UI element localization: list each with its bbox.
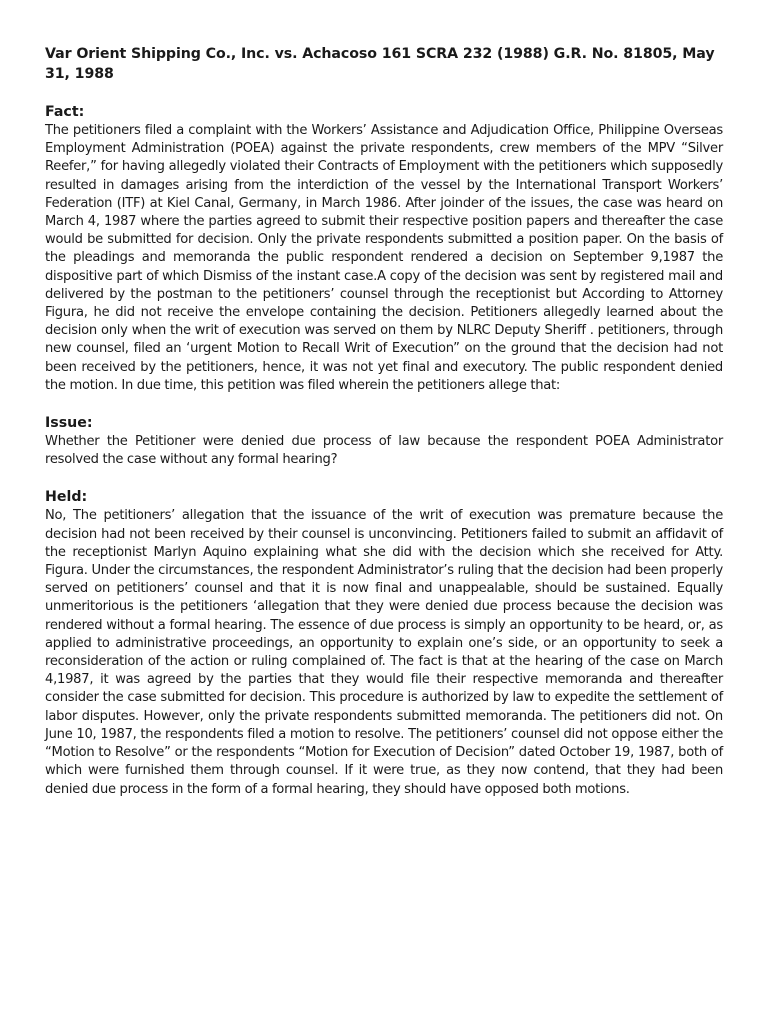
fact-heading: Fact: [45,104,85,120]
issue-section [45,413,723,469]
held-text: No, The petitioners’ allegation that the issuance of the writ of execution was premature because the decision had not been received by their counsel is unconvincing. Petitioners failed to submit an affidavit of the receptionist Marlyn Aquino explaining what she did with the decision which she received for Atty. Figura. Under the circumstances, the respondent Administrator’s ruling that the decision had been properly served on petitioners’ counsel and that it is now final and unappealable, should be sustained. Equally unmeritorious is the petitioners ‘allegation that they were denied due process because the decision was rendered without a formal hearing. The essence of due process is simply an opportunity to be heard, or, as applied to administrative proceedings, an opportunity to explain one’s side, or an opportunity to seek a reconsideration of the action or ruling complained of. The fact is that at the hearing of the case on March 4,1987, it was agreed by the parties that they would file their respective memoranda and thereafter consider the case submitted for decision. This procedure is authorized by law to expedite the settlement of labor disputes. However, only the private respondents submitted memoranda. The petitioners did not. On June 10, 1987, the respondents filed a motion to resolve. The petitioners’ counsel did not oppose either the “Motion to Resolve” or the respondents “Motion for Execution of Decision” dated October 19, 1987, both of which were furnished them through counsel. If it were true, as they now contend, that they had been denied due process in the form of a formal hearing, they should have opposed both motions. [45,508,723,797]
held-section [45,487,723,798]
issue-heading: Issue: [45,415,93,432]
held-heading: Held: [45,489,88,506]
fact-section [45,102,723,395]
fact-text: The petitioners filed a complaint with the Workers’ Assistance and Adjudication Office, Philippine Overseas Employment Administration (POEA) against the private respondents, crew members of the MPV “Silver Reefer,” for having allegedly violated their Contracts of Employment with the petitioners which supposedly resulted in damages arising from the interdiction of the vessel by the International Transport Workers’ Federation (ITF) at Kiel Canal, Germany, in March 1986. After joinder of the issues, the case was heard on March 4, 1987 where the parties agreed to submit their respective position papers and thereafter the case would be submitted for decision. Only the private respondents submitted a position paper. On the basis of the pleadings and memoranda the public respondent rendered a decision on September 9,1987 the dispositive part of which Dismiss of the instant case.A copy of the decision was sent by registered mail and delivered by the postman to the petitioners’ counsel through the receptionist but According to Attorney Figura, he did not receive the envelope containing the decision. Petitioners allegedly learned about the decision only when the writ of execution was served on them by NLRC Deputy Sheriff . petitioners, through new counsel, filed an ‘urgent Motion to Recall Writ of Execution” on the ground that the decision had not been received by the petitioners, hence, it was not yet final and executory. The public respondent denied the motion. In due time, this petition was filed wherein the petitioners allege that: [45,123,723,393]
case-title: Var Orient Shipping Co., Inc. vs. Achacoso 161 SCRA 232 (1988) G.R. No. 81805, May 31, 1988 [45,46,715,82]
issue-text: Whether the Petitioner were denied due process of law because the respondent POEA Administrator resolved the case without any formal hearing? [45,434,723,468]
